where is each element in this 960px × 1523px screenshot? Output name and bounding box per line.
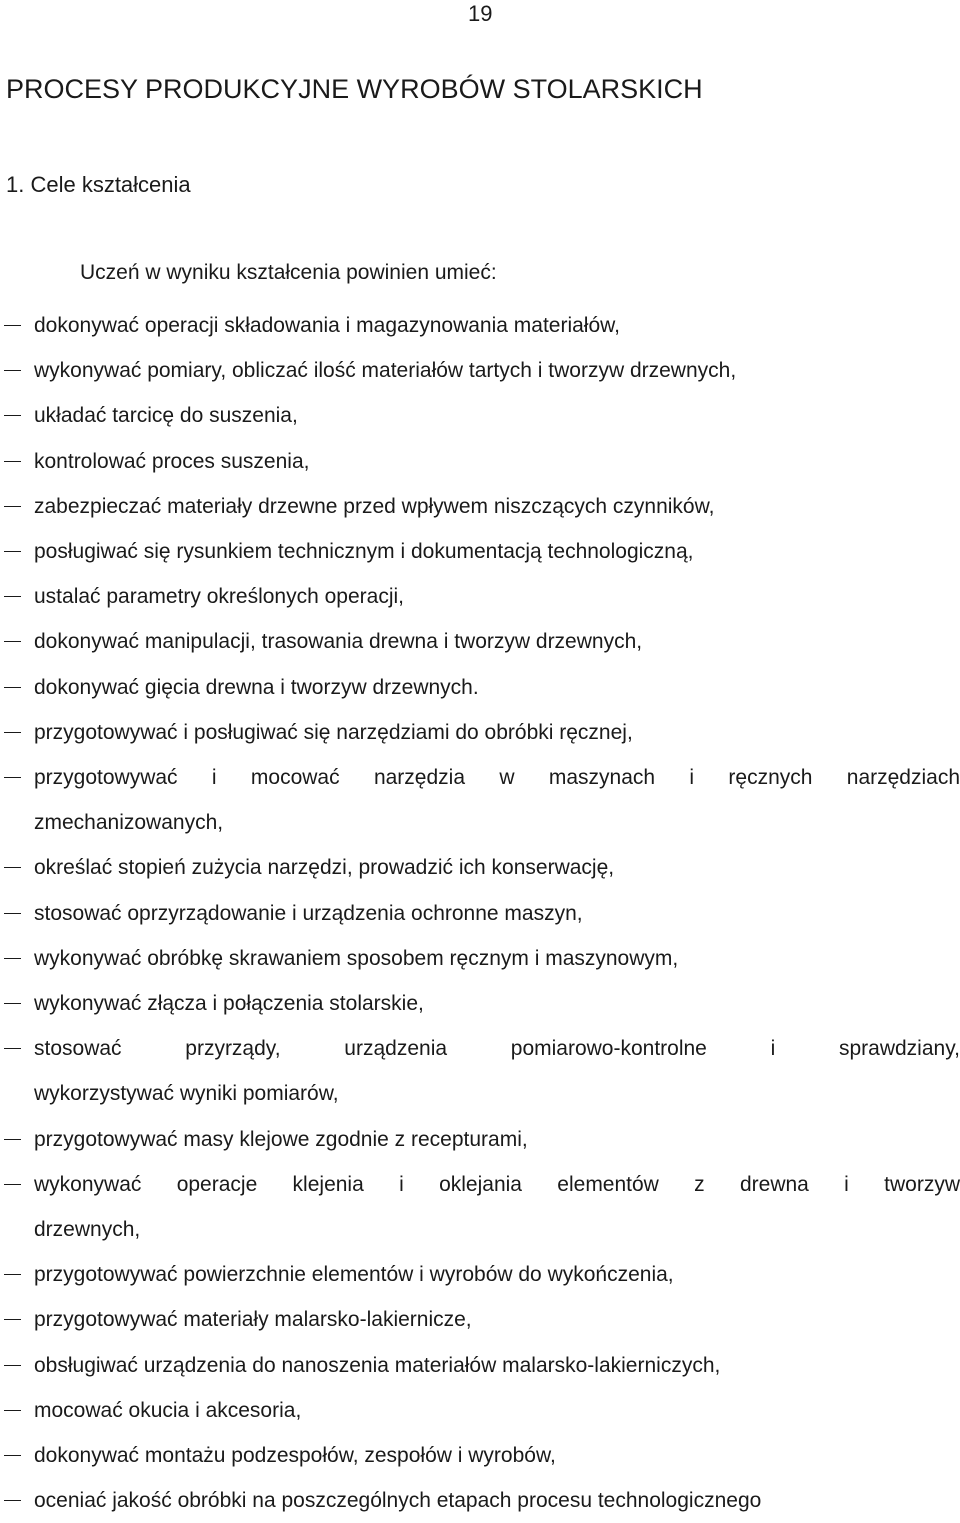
skill-text: obsługiwać urządzenia do nanoszenia materiałów malarsko-lakierniczych,: [34, 1353, 721, 1377]
skill-list-item: [0, 891, 960, 936]
section-heading: 1. Cele kształcenia: [6, 172, 191, 197]
skill-list-item: [0, 1162, 960, 1252]
dash-bullet-icon: [4, 732, 21, 733]
dash-bullet-icon: [4, 641, 21, 642]
dash-bullet-icon: [4, 1365, 21, 1366]
skill-text: układać tarcicę do suszenia,: [34, 404, 298, 428]
skill-text: posługiwać się rysunkiem technicznym i dokumentacją technologiczną,: [34, 540, 694, 564]
skill-text: kontrolować proces suszenia,: [34, 449, 310, 473]
dash-bullet-icon: [4, 1500, 21, 1501]
dash-bullet-icon: [4, 325, 21, 326]
skill-text: dokonywać gięcia drewna i tworzyw drzewnych.: [34, 675, 479, 699]
dash-bullet-icon: [4, 370, 21, 371]
skill-list-item: [0, 1343, 960, 1388]
skill-list-item: [0, 1026, 960, 1116]
dash-bullet-icon: [4, 415, 21, 416]
dash-bullet-icon: [4, 1048, 21, 1049]
dash-bullet-icon: [4, 1319, 21, 1320]
dash-bullet-icon: [4, 461, 21, 462]
skill-text: dokonywać operacji składowania i magazynowania materiałów,: [34, 314, 620, 337]
skill-text: stosować oprzyrządowanie i urządzenia ochronne maszyn,: [34, 901, 583, 925]
dash-bullet-icon: [4, 1184, 21, 1185]
skill-list-item: [0, 484, 960, 529]
dash-bullet-icon: [4, 1410, 21, 1411]
page-number: 19: [468, 1, 493, 26]
skill-list-item: [0, 303, 960, 348]
skill-list-item: [0, 755, 960, 845]
dash-bullet-icon: [4, 506, 21, 507]
skill-text: wykonywać złącza i połączenia stolarskie,: [34, 992, 424, 1016]
dash-bullet-icon: [4, 867, 21, 868]
skill-text: mocować okucia i akcesoria,: [34, 1398, 302, 1422]
skill-text: przygotowywać i mocować narzędzia w maszynach i ręcznych narzędziach: [34, 766, 960, 790]
skill-text-continuation: zmechanizowanych,: [34, 811, 224, 835]
skill-list: [0, 303, 960, 1523]
skill-list-item: [0, 619, 960, 664]
dash-bullet-icon: [4, 777, 21, 778]
skill-text: ustalać parametry określonych operacji,: [34, 585, 405, 609]
skill-list-item: [0, 710, 960, 755]
dash-bullet-icon: [4, 958, 21, 959]
skill-list-item: [0, 936, 960, 981]
dash-bullet-icon: [4, 596, 21, 597]
skill-text: oceniać jakość obróbki na poszczególnych etapach procesu technologicznego: [34, 1489, 762, 1513]
skill-list-item: [0, 1388, 960, 1433]
skill-list-item: [0, 1117, 960, 1162]
dash-bullet-icon: [4, 1003, 21, 1004]
skill-text: wykonywać obróbkę skrawaniem sposobem ręcznym i maszynowym,: [34, 946, 679, 970]
skill-text-continuation: wykorzystywać wyniki pomiarów,: [34, 1082, 339, 1106]
skill-list-item: [0, 1478, 960, 1523]
skill-list-item: [0, 845, 960, 890]
skill-list-item: [0, 439, 960, 484]
skill-text: przygotowywać powierzchnie elementów i wyrobów do wykończenia,: [34, 1263, 674, 1287]
skill-text: zabezpieczać materiały drzewne przed wpływem niszczących czynników,: [34, 494, 715, 518]
skill-text: określać stopień zużycia narzędzi, prowadzić ich konserwację,: [34, 856, 615, 880]
skill-list-item: [0, 1433, 960, 1478]
skill-list-item: [0, 348, 960, 393]
skill-text-continuation: drzewnych,: [34, 1218, 141, 1242]
skill-list-item: [0, 574, 960, 619]
skill-text: dokonywać manipulacji, trasowania drewna i tworzyw drzewnych,: [34, 630, 643, 654]
skill-list-item: [0, 393, 960, 438]
dash-bullet-icon: [4, 1139, 21, 1140]
skill-text: wykonywać operacje klejenia i oklejania elementów z drewna i tworzyw: [34, 1172, 960, 1196]
skill-text: stosować przyrządy, urządzenia pomiarowo-kontrolne i sprawdziany,: [34, 1037, 960, 1061]
skill-text: przygotowywać materiały malarsko-lakiernicze,: [34, 1308, 472, 1332]
skill-list-item: [0, 529, 960, 574]
skill-list-item: [0, 1252, 960, 1297]
page-title: PROCESY PRODUKCYJNE WYROBÓW STOLARSKICH: [6, 74, 703, 104]
intro-text: Uczeń w wyniku kształcenia powinien umieć:: [80, 261, 497, 284]
skill-list-item: [0, 665, 960, 710]
skill-text: dokonywać montażu podzespołów, zespołów i wyrobów,: [34, 1444, 556, 1468]
skill-list-item: [0, 1297, 960, 1342]
skill-text: przygotowywać i posługiwać się narzędziami do obróbki ręcznej,: [34, 720, 633, 744]
dash-bullet-icon: [4, 551, 21, 552]
dash-bullet-icon: [4, 687, 21, 688]
skill-list-item: [0, 981, 960, 1026]
dash-bullet-icon: [4, 913, 21, 914]
dash-bullet-icon: [4, 1274, 21, 1275]
skill-text: przygotowywać masy klejowe zgodnie z recepturami,: [34, 1127, 528, 1151]
skill-text: wykonywać pomiary, obliczać ilość materiałów tartych i tworzyw drzewnych,: [34, 359, 737, 383]
dash-bullet-icon: [4, 1455, 21, 1456]
